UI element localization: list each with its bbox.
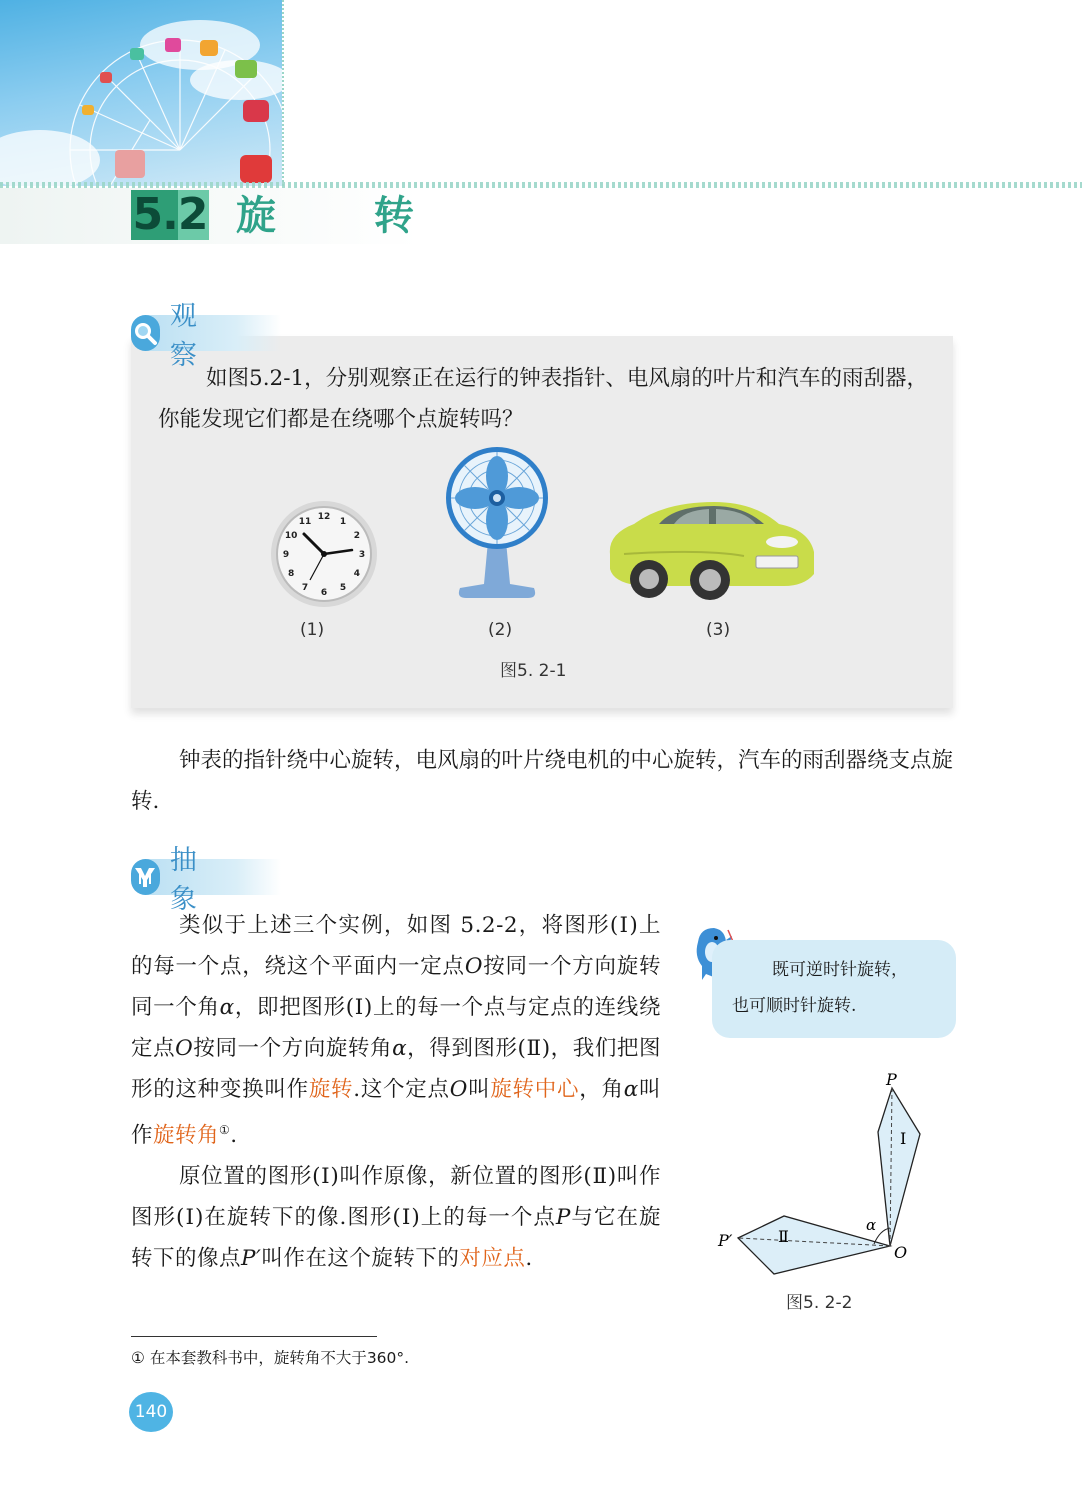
clock-numeral: 2 <box>353 531 361 541</box>
footnote-rule <box>131 1336 377 1337</box>
note-text <box>732 952 942 1024</box>
clock-figure <box>268 498 380 610</box>
observe-text: 如图5.2-1，分别观察正在运行的钟表指针、电风扇的叶片和汽车的雨刮器，你能发现它们都是在绕哪个点旋转吗？ <box>158 366 928 432</box>
section-title: 旋 转 <box>236 193 456 239</box>
section-number: 5.2 <box>132 189 208 240</box>
clock-numeral: 7 <box>301 582 309 593</box>
clock-numeral: 10 <box>284 531 298 541</box>
definition-paragraph: 类似于上述三个实例，如图 5.2-2，将图形(Ⅰ)上的每一个点，绕这个平面内一定点O按同一个方向旋转同一个角α，即把图形(Ⅰ)上的每一个点与定点的连线绕定点O按同一个方向旋转角α，得到图形(Ⅱ)，我们把图形的这种变换叫作旋转.这个定点O叫旋转中心，角α叫作旋转角①. <box>131 913 661 1149</box>
clock-numeral: 9 <box>282 550 290 560</box>
observe-tag <box>131 301 281 371</box>
abstract-label: 抽 象 <box>169 845 225 915</box>
car-figure <box>604 494 818 604</box>
abstract-tag <box>131 845 281 915</box>
figure-caption-1: 图5. 2-1 <box>500 661 567 681</box>
term-rotation-center: 旋转中心 <box>490 1077 580 1102</box>
figure-label-2: (2) <box>488 620 513 640</box>
abstract-icon <box>131 859 160 895</box>
answer-text: 钟表的指针绕中心旋转，电风扇的叶片绕电机的中心旋转，汽车的雨刮器绕支点旋转. <box>131 748 954 814</box>
clock-numeral: 6 <box>320 588 328 598</box>
label-P-prime: P′ <box>718 1231 733 1250</box>
figure-caption-2: 图5. 2-2 <box>786 1293 853 1313</box>
label-O: O <box>894 1243 908 1262</box>
header-divider-vertical <box>282 0 288 186</box>
label-I: Ⅰ <box>900 1129 907 1148</box>
image-paragraph: 原位置的图形(Ⅰ)叫作原像，新位置的图形(Ⅱ)叫作图形(Ⅰ)在旋转下的像.图形(Ⅰ)上的每一个点P与它在旋转下的像点P′叫作在这个旋转下的对应点. <box>131 1164 661 1272</box>
ferris-wheel-photo <box>0 0 282 186</box>
label-II: Ⅱ <box>778 1227 789 1246</box>
observe-label: 观 察 <box>169 301 225 371</box>
term-rotation-angle: 旋转角 <box>153 1123 220 1149</box>
page-number: 140 <box>129 1392 173 1432</box>
footnote: ① 在本套教科书中，旋转角不大于360°. <box>131 1349 410 1367</box>
car-icon <box>604 494 818 604</box>
clock-numeral: 1 <box>339 517 347 528</box>
magnifier-icon <box>131 315 160 351</box>
term-corresponding-points: 对应点 <box>459 1246 526 1272</box>
rotation-diagram <box>714 1068 934 1280</box>
clock-numeral: 12 <box>317 512 331 522</box>
clock-numeral: 4 <box>353 569 361 579</box>
clock-numeral: 3 <box>358 550 366 560</box>
label-alpha: α <box>866 1216 877 1234</box>
figure-label-1: (1) <box>300 620 325 640</box>
fan-icon <box>444 446 550 602</box>
clock-numeral: 8 <box>287 569 295 579</box>
note-line-2: 也可顺时针旋转. <box>732 996 857 1016</box>
label-P: P <box>886 1070 897 1089</box>
fan-figure <box>444 446 550 602</box>
clock-numeral: 11 <box>298 517 312 528</box>
term-rotation: 旋转 <box>308 1077 354 1102</box>
clock-numeral: 5 <box>339 582 347 593</box>
ferris-wheel-icon <box>0 0 282 186</box>
abstract-text <box>131 905 661 1279</box>
clock-icon <box>268 498 380 610</box>
note-line-1: 既可逆时针旋转， <box>772 960 908 980</box>
figure-label-3: (3) <box>706 620 731 640</box>
footnote-mark: ① <box>219 1123 231 1137</box>
